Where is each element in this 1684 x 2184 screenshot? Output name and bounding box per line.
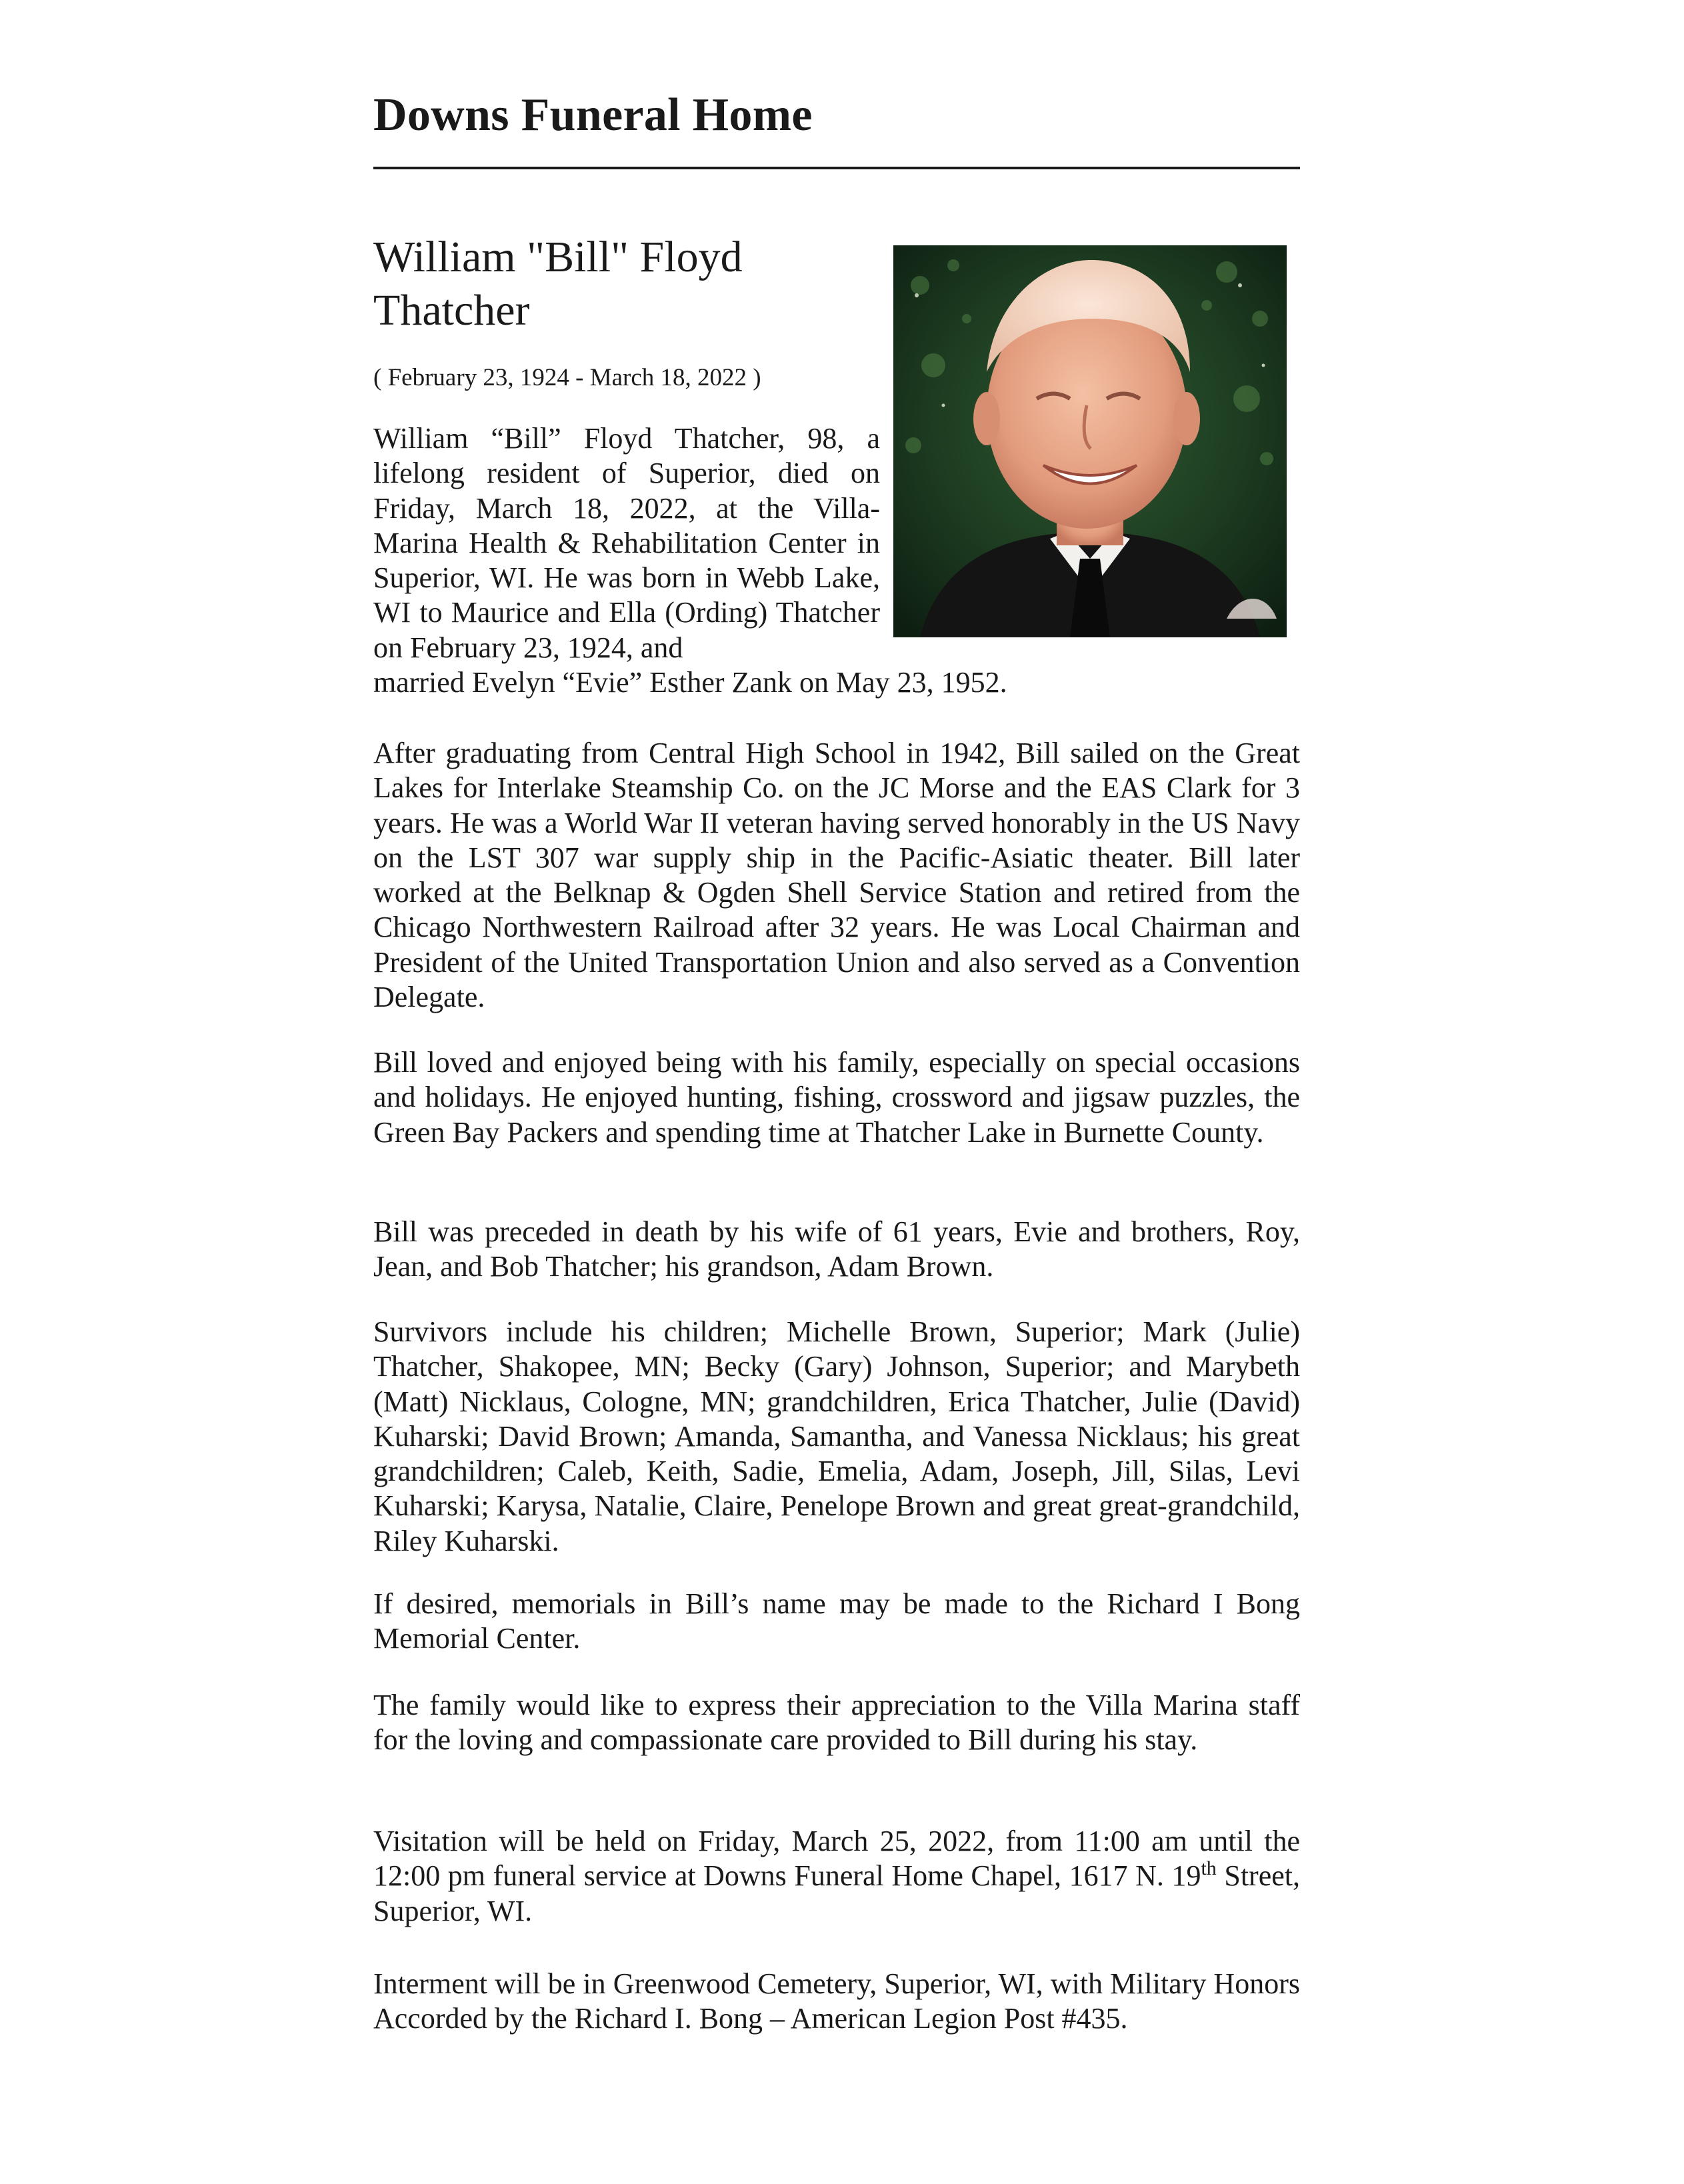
visitation-main-text: Visitation will be held on Friday, March 25, 2022, from 11:00 am until the 12:00 pm funeral service at Downs Funeral Home Chapel, 1617 N. [373,1825,1300,1893]
survivors-paragraph: Survivors include his children; Michelle Brown, Superior; Mark (Julie) Thatcher, Shakopee, MN; Becky (Gary) Johnson, Superior; and Marybeth (Matt) Nicklaus, Cologne, MN; grandchildren, Erica Thatcher, Julie (David) Kuharski; David Brown; Amanda, Samantha, and Vanessa Nicklaus; his great grandchildren; Caleb, Keith, Sadie, Emelia, Adam, Joseph, Jill, Silas, Levi Kuharski; Karysa, Natalie, Claire, Penelope Brown and great great-grandchild, Riley Kuharski. [373,1315,1300,1557]
portrait-photo-icon [893,245,1287,637]
hobbies-paragraph: Bill loved and enjoyed being with his family, especially on special occasions and holidays. He enjoyed hunting, fishing, crossword and jigsaw puzzles, the Green Bay Packers and spending time at Thatcher Lake in Burnette County. [373,1046,1300,1149]
visitation-ordinal-suffix: th [1201,1857,1217,1880]
career-paragraph: After graduating from Central High School in 1942, Bill sailed on the Great Lakes for Interlake Steamship Co. on the JC Morse and the EAS Clark for 3 years. He was a World War II veteran having served honorably in the US Navy on the LST 307 war supply ship in the Pacific-Asiatic theater. Bill later worked at the Belknap & Ogden Shell Service Station and retired from the Chicago Northwestern Railroad after 32 years. He was Local Chairman and President of the United Transportation Union and also served as a Convention Delegate. [373,737,1300,1014]
visitation-paragraph [373,1824,1300,1929]
interment-paragraph: Interment will be in Greenwood Cemetery, Superior, WI, with Military Honors Accorded by the Richard I. Bong – American Legion Post #435. [373,1967,1300,2035]
intro-paragraph: William “Bill” Floyd Thatcher, 98, a lifelong resident of Superior, died on Friday, March 18, 2022, at the Villa-Marina Health & Rehabilitation Center in Superior, WI. He was born in Webb Lake, WI to Maurice and Ella (Ording) Thatcher on February 23, 1924, and [373,422,880,664]
funeral-home-name: Downs Funeral Home [373,89,813,141]
visitation-street-number: 19 [1171,1859,1201,1893]
visitation-street-rest: Street, Superior, WI. [373,1859,1300,1927]
deceased-name-block [373,231,880,337]
preceded-paragraph: Bill was preceded in death by his wife of 61 years, Evie and brothers, Roy, Jean, and Bob Thatcher; his grandson, Adam Brown. [373,1215,1300,1283]
deceased-name: William "Bill" Floyd Thatcher [373,233,743,335]
memorials-paragraph: If desired, memorials in Bill’s name may be made to the Richard I Bong Memorial Center. [373,1587,1300,1655]
intro-paragraph-tail: married Evelyn “Evie” Esther Zank on May 23, 1952. [373,666,1007,699]
page-header [373,89,1300,141]
header-divider [373,167,1300,169]
portrait-photo [893,245,1287,637]
appreciation-paragraph: The family would like to express their appreciation to the Villa Marina staff for the loving and compassionate care provided to Bill during his stay. [373,1689,1300,1757]
life-dates: ( February 23, 1924 - March 18, 2022 ) [373,364,761,391]
